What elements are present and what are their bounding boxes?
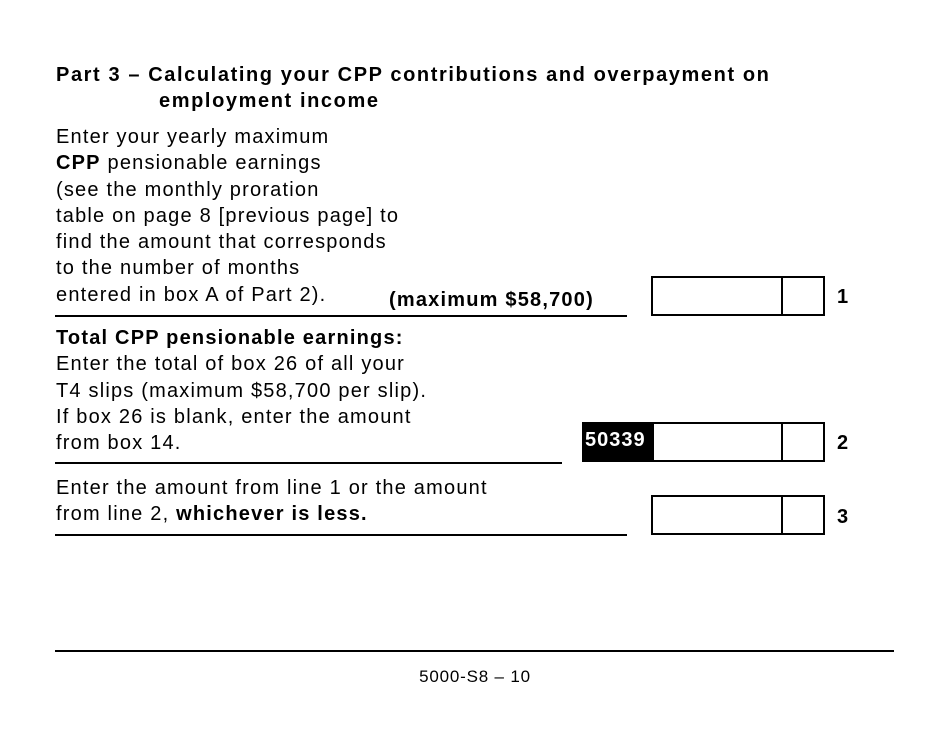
title-line-1: Part 3 – Calculating your CPP contributions and overpayment on bbox=[56, 64, 771, 86]
text bbox=[56, 501, 488, 527]
line2-heading: Total CPP pensionable earnings: bbox=[56, 327, 404, 349]
bold-cpp: CPP bbox=[56, 152, 101, 175]
cents-divider bbox=[781, 278, 783, 314]
text: If box 26 is blank, enter the amount bbox=[56, 405, 412, 428]
line3-input[interactable] bbox=[651, 495, 825, 535]
line1-input[interactable] bbox=[651, 276, 825, 316]
line-code: 50339 bbox=[582, 422, 654, 462]
divider bbox=[55, 315, 627, 317]
title-line-2: employment income bbox=[159, 90, 380, 112]
divider bbox=[55, 534, 627, 536]
text: Enter your yearly maximum bbox=[56, 126, 330, 148]
line-number-3: 3 bbox=[837, 506, 849, 528]
divider bbox=[55, 462, 562, 464]
line2-description bbox=[56, 325, 427, 456]
part-title bbox=[56, 62, 771, 114]
line2-input[interactable] bbox=[651, 422, 825, 462]
line1-maximum: (maximum $58,700) bbox=[389, 289, 594, 311]
text: to the number of months bbox=[56, 257, 301, 280]
text: Enter the total of box 26 of all your bbox=[56, 353, 406, 376]
bold-text: whichever is less. bbox=[176, 503, 368, 526]
line3-description bbox=[56, 475, 488, 528]
text: T4 slips (maximum $58,700 per slip). bbox=[56, 379, 428, 402]
page-number: 5000-S8 – 10 bbox=[419, 667, 531, 686]
line-number-1: 1 bbox=[837, 286, 849, 308]
text: find the amount that corresponds bbox=[56, 231, 387, 254]
text: (see the monthly proration bbox=[56, 178, 320, 201]
text: from box 14. bbox=[56, 432, 182, 455]
text: Enter the amount from line 1 or the amount bbox=[56, 477, 488, 499]
text bbox=[56, 150, 399, 176]
text: entered in box A of Part 2). bbox=[56, 283, 327, 306]
text: table on page 8 [previous page] to bbox=[56, 204, 400, 227]
cents-divider bbox=[781, 497, 783, 533]
cents-divider bbox=[781, 424, 783, 460]
text: from line 2, bbox=[56, 503, 177, 526]
line-number-2: 2 bbox=[837, 432, 849, 454]
text: pensionable earnings bbox=[107, 152, 322, 175]
line1-description bbox=[56, 124, 399, 308]
footer-divider bbox=[55, 650, 894, 652]
